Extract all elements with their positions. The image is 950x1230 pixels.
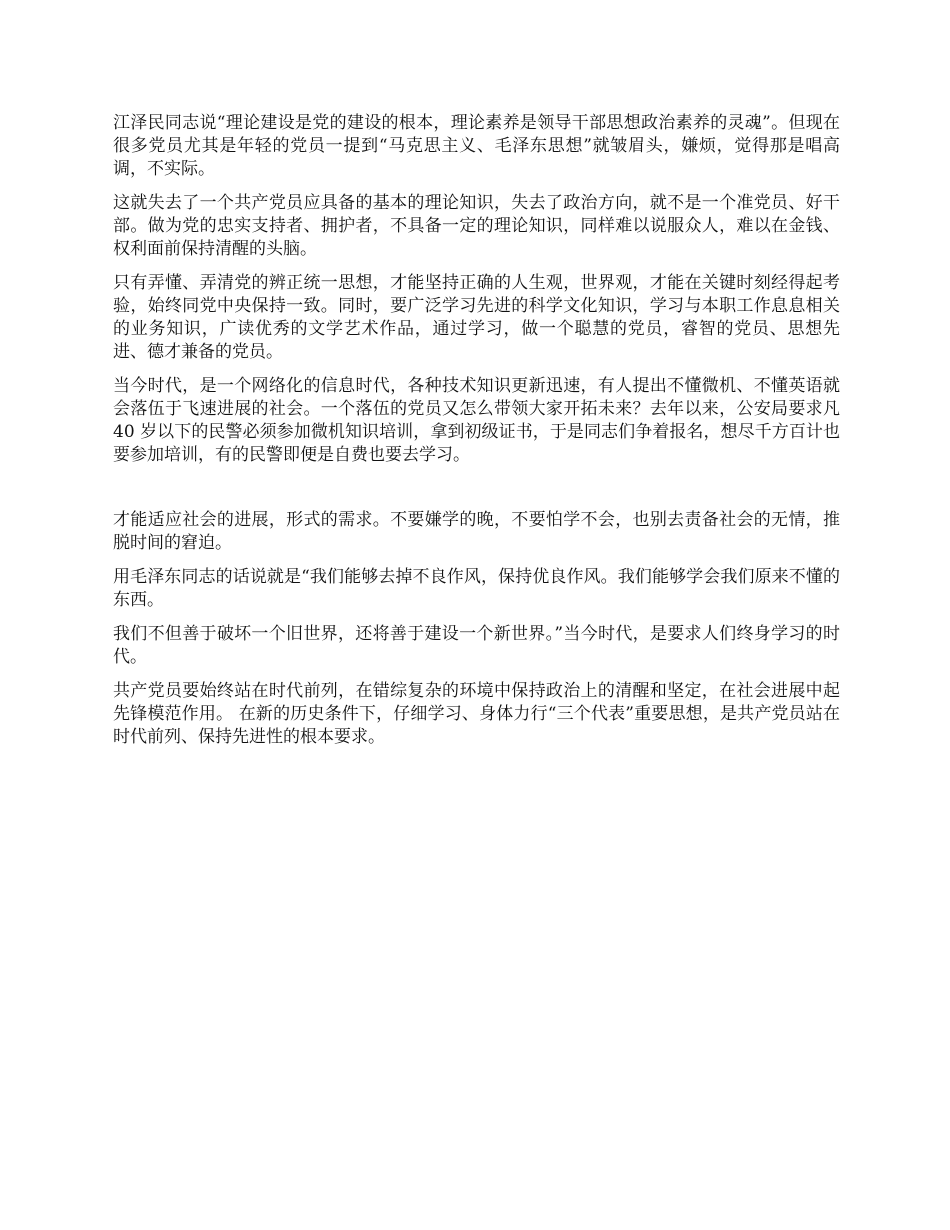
section-gap [113, 478, 840, 509]
paragraph-7: 我们不但善于破坏一个旧世界，还将善于建设一个新世界。”当今时代，是要求人们终身学习的时代。 [113, 624, 840, 667]
document-page [113, 112, 840, 760]
paragraph-5: 才能适应社会的进展，形式的需求。不要嫌学的晚，不要怕学不会，也别去责备社会的无情，推脱时间的窘迫。 [113, 510, 840, 553]
paragraph-4: 当今时代，是一个网络化的信息时代，各种技术知识更新迅速，有人提出不懂微机、不懂英语就会落伍于飞速进展的社会。一个落伍的党员又怎么带领大家开拓未来？去年以来，公安局要求凡 40 岁以下的民警必须参加微机知识培训，拿到初级证书，于是同志们争着报名，想尽千方百计也要参加培训，有的民警即便是自费也要去学习。 [113, 376, 840, 465]
paragraph-6: 用毛泽东同志的话说就是“我们能够去掉不良作风，保持优良作风。我们能够学会我们原来不懂的东西。 [113, 567, 840, 610]
paragraph-8: 共产党员要始终站在时代前列，在错综复杂的环境中保持政治上的清醒和坚定，在社会进展中起先锋模范作用。 在新的历史条件下，仔细学习、身体力行“三个代表”重要思想，是共产党员站在时代前列、保持先进性的根本要求。 [113, 681, 840, 747]
paragraph-3: 只有弄懂、弄清党的辨正统一思想，才能坚持正确的人生观，世界观，才能在关键时刻经得起考验，始终同党中央保持一致。同时，要广泛学习先进的科学文化知识，学习与本职工作息息相关的业务知识，广读优秀的文学艺术作品，通过学习，做一个聪慧的党员，睿智的党员、思想先进、德才兼备的党员。 [113, 273, 840, 362]
paragraph-1: 江泽民同志说“理论建设是党的建设的根本，理论素养是领导干部思想政治素养的灵魂”。但现在很多党员尤其是年轻的党员一提到“马克思主义、毛泽东思想”就皱眉头，嫌烦，觉得那是唱高调，不实际。 [113, 113, 840, 179]
paragraph-2: 这就失去了一个共产党员应具备的基本的理论知识，失去了政治方向，就不是一个准党员、好干部。做为党的忠实支持者、拥护者，不具备一定的理论知识，同样难以说服众人，难以在金钱、权利面前保持清醒的头脑。 [113, 193, 840, 259]
